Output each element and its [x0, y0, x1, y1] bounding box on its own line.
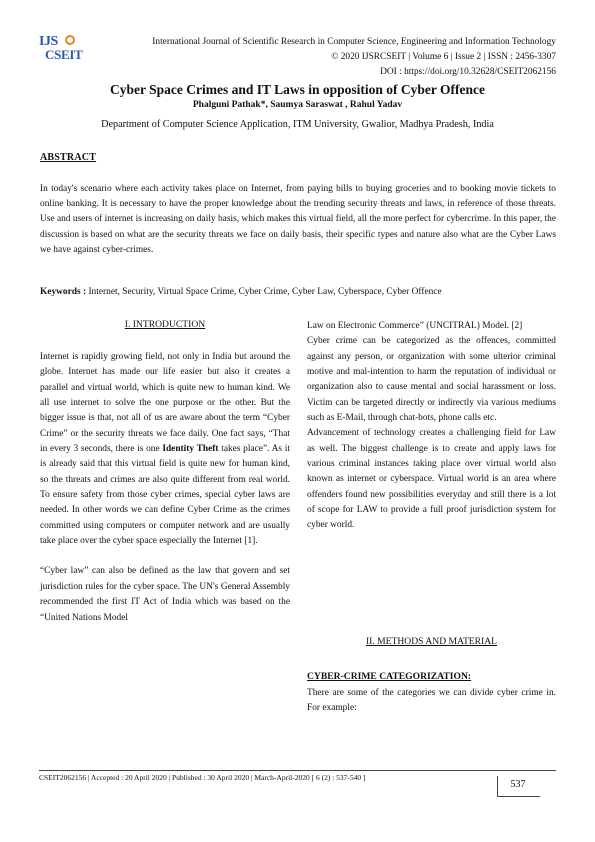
paper-affiliation: Department of Computer Science Application, ITM University, Gwalior, Madhya Pradesh, India — [101, 119, 494, 130]
journal-logo — [39, 34, 89, 68]
section-heading-introduction: I. INTRODUCTION — [124, 319, 206, 330]
identity-theft-term: Identity Theft — [162, 444, 219, 455]
left-column — [40, 350, 290, 626]
logo-text-top: IJS — [39, 34, 58, 49]
section-heading-methods: II. METHODS AND MATERIAL — [365, 636, 498, 647]
keywords — [40, 285, 556, 300]
intro-p1-text-a: Internet is rapidly growing field, not only in India but around the globe. Internet has made our life easier but also it creates a parallel and virtual world, which is quite new to human kind. We all use internet to solve the one purpose or the other. But the bigger issue is that, not all of us are aware about the term “Cyber Crime” or the security threats we face daily. One fact says, “That in every 3 seconds, there is one — [40, 352, 290, 455]
logo-gear-icon — [65, 35, 75, 45]
issue-line: © 2020 IJSRCSEIT | Volume 6 | Issue 2 | ISSN : 2456-3307 — [331, 52, 556, 62]
keywords-label: Keywords : — [40, 287, 87, 297]
logo-text-bottom: CSEIT — [45, 47, 83, 62]
intro-paragraph-3: Cyber crime can be categorized as the offences, committed against any person, or organization with some ulterior criminal motive and mal-intention to harm the reputation of individual or organization also to cause mental and social harassment or loss. Victim can be targeted directly or indirectly via various mediums such as E-Mail, through chat-bots, phone calls etc. — [307, 336, 556, 424]
page-number: 537 — [510, 779, 526, 790]
right-column — [307, 319, 556, 534]
subheading-cyber-crime-categorization: CYBER-CRIME CATEGORIZATION: — [307, 671, 472, 682]
doi-link[interactable]: DOI : https://doi.org/10.32628/CSEIT2062156 — [380, 67, 556, 77]
intro-paragraph-1 — [40, 350, 290, 549]
abstract-body: In today's scenario where each activity takes place on Internet, from paying bills to buying groceries and to booking movie tickets to online banking. It is necessary to have the proper knowledge about the trending security threats and laws, in reference of those threats. Use and users of internet is increasing on daily basis, which makes this virtual field, all the more perfect for cybercrime. In this paper, the discussion is based on what are the security threats we face on daily basis, their specific types and nature also what are the Cyber Laws we have against cyber-crimes. — [40, 184, 556, 255]
intro-paragraph-2-cont: Law on Electronic Commerce” (UNCITRAL) Model. [2] — [307, 321, 523, 331]
intro-paragraph-4: Advancement of technology creates a challenging field for Law as well. The biggest challenge is to create and apply laws for various criminal instances taking place over virtual world also known as internet or cyberspace. Virtual world is an area where offenders found new possibilities everyday and still there is a lot of scope for LAW to provide a full proof jurisdiction system for cyber world. — [307, 428, 556, 531]
intro-p1-text-b: takes place”. As it is already said that this virtual field is quite new for human kind, so the threats and crimes are also quite different from real world. To ensure safety from those cyber crimes, special cyber laws are needed. In other words we can define Cyber Crime as the crimes committed using computers or computer network and are usually take place over the cyber space especially the Internet [1]. — [40, 444, 290, 547]
footer-citation: CSEIT2062156 | Accepted : 20 April 2020 | Published : 30 April 2020 | March-April-2020 [ 6 (2) : 537-540 ] — [39, 773, 366, 782]
paper-title: Cyber Space Crimes and IT Laws in opposition of Cyber Offence — [109, 82, 486, 97]
journal-name: International Journal of Scientific Research in Computer Science, Engineering and Information Technology — [152, 37, 556, 47]
abstract-heading: ABSTRACT — [40, 152, 97, 163]
methods-paragraph-1: There are some of the categories we can divide cyber crime in. For example: — [307, 688, 556, 714]
keywords-list: Internet, Security, Virtual Space Crime, Cyber Crime, Cyber Law, Cyberspace, Cyber Offence — [86, 287, 442, 297]
paper-authors: Phalguni Pathak*, Saumya Saraswat , Rahul Yadav — [192, 100, 403, 110]
footer-rule — [39, 770, 556, 771]
intro-paragraph-2: “Cyber law” can also be defined as the law that govern and set jurisdiction rules for the cyber space. The UN's General Assembly recommended the first IT Act of India which was based on the “United Nations Model — [40, 566, 290, 623]
